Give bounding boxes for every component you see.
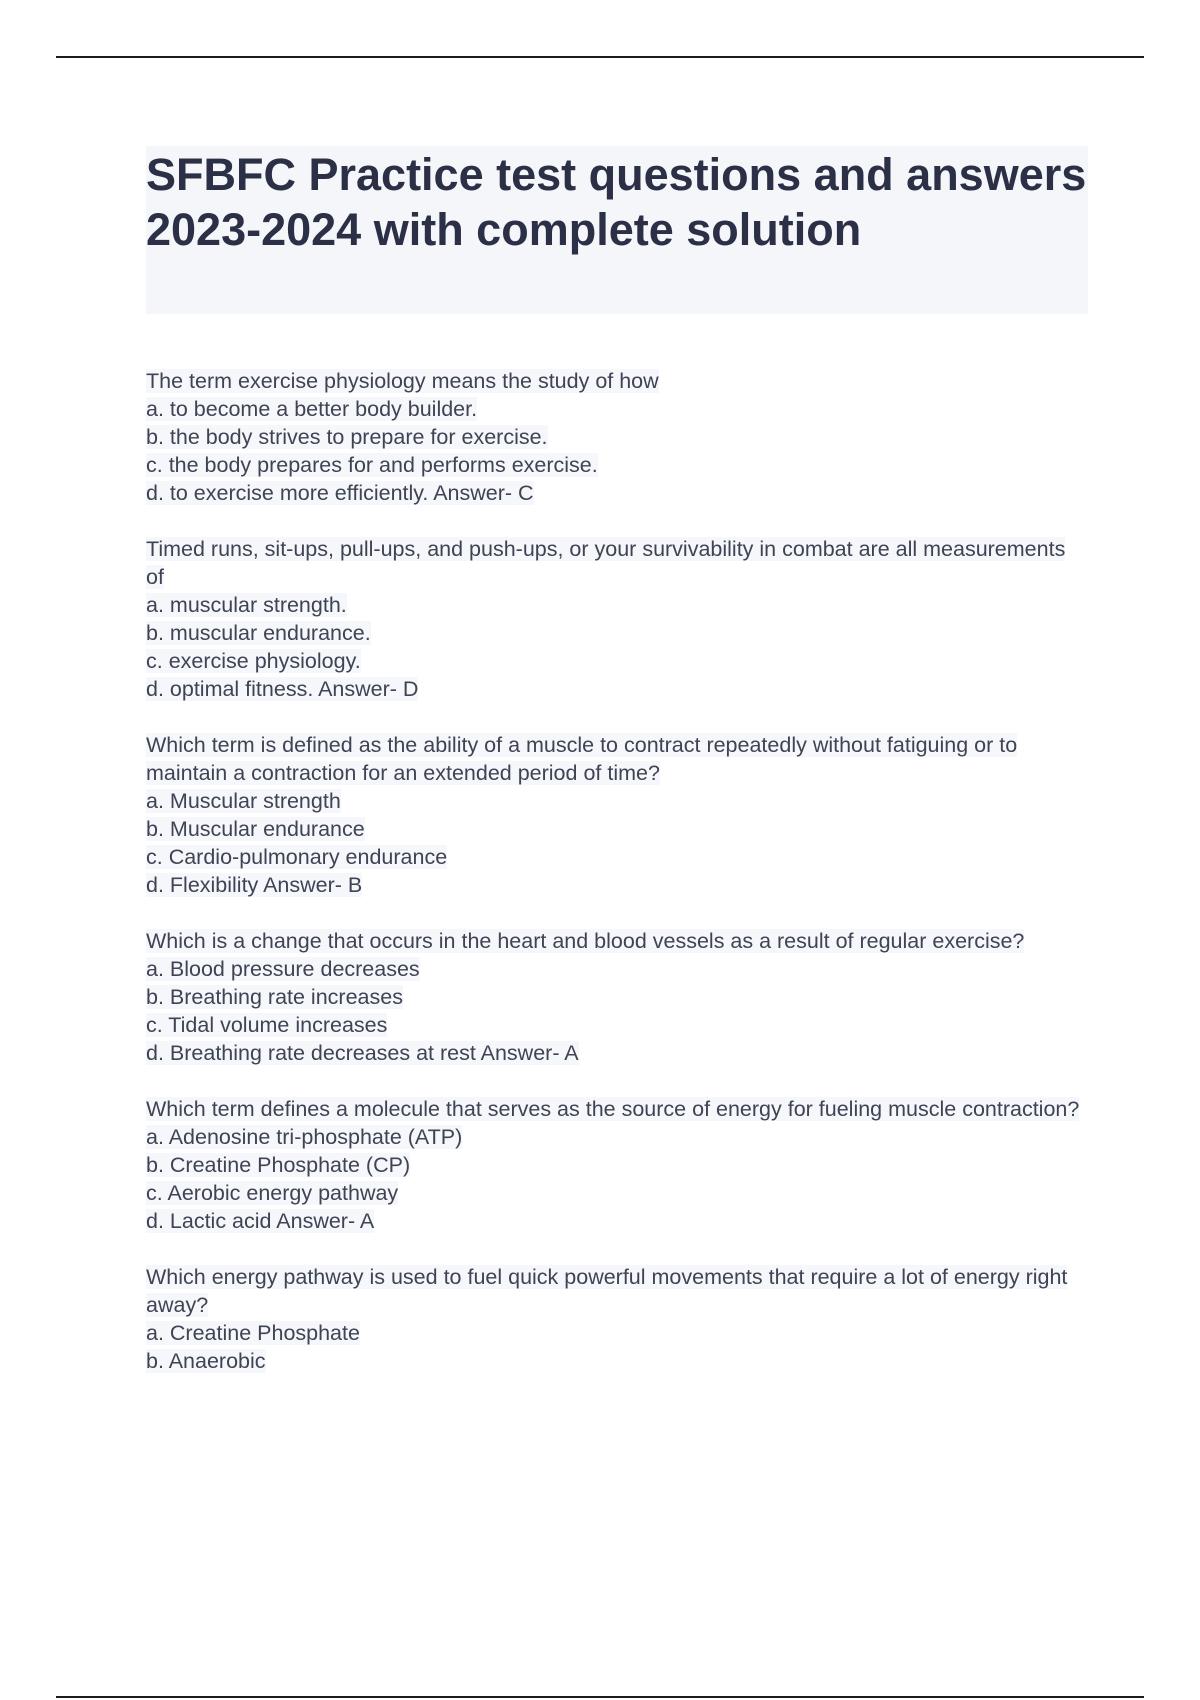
question-6 xyxy=(146,1263,1086,1375)
answer-option: d. Lactic acid Answer- A xyxy=(146,1209,375,1233)
answer-option: d. to exercise more efficiently. Answer- C xyxy=(146,481,534,505)
answer-option: c. Tidal volume increases xyxy=(146,1013,388,1037)
answer-option: b. Muscular endurance xyxy=(146,817,365,841)
answer-option: a. Creatine Phosphate xyxy=(146,1321,360,1345)
answer-option: c. exercise physiology. xyxy=(146,649,361,673)
question-stem: The term exercise physiology means the study of how xyxy=(146,369,659,393)
answer-option: c. Aerobic energy pathway xyxy=(146,1181,399,1205)
answer-option: a. Adenosine tri-phosphate (ATP) xyxy=(146,1125,463,1149)
answer-option: c. Cardio-pulmonary endurance xyxy=(146,845,448,869)
answer-option: a. muscular strength. xyxy=(146,593,347,617)
answer-option: b. Anaerobic xyxy=(146,1349,266,1373)
answer-option: a. Blood pressure decreases xyxy=(146,957,420,981)
question-list xyxy=(146,367,1086,1403)
answer-option: d. optimal fitness. Answer- D xyxy=(146,677,419,701)
answer-option: c. the body prepares for and performs exercise. xyxy=(146,453,598,477)
answer-option: d. Breathing rate decreases at rest Answer- A xyxy=(146,1041,579,1065)
document-title: SFBFC Practice test questions and answers 2023-2024 with complete solution xyxy=(146,149,1087,255)
answer-option: b. muscular endurance. xyxy=(146,621,371,645)
question-stem: Which term defines a molecule that serves as the source of energy for fueling muscle contraction? xyxy=(146,1097,1080,1121)
answer-option: a. Muscular strength xyxy=(146,789,341,813)
question-4 xyxy=(146,927,1086,1067)
question-1 xyxy=(146,367,1086,507)
question-stem: Which term is defined as the ability of a muscle to contract repeatedly without fatiguing or to maintain a contraction for an extended period of time? xyxy=(146,733,1018,785)
answer-option: b. Creatine Phosphate (CP) xyxy=(146,1153,411,1177)
answer-option: b. Breathing rate increases xyxy=(146,985,403,1009)
footer-rule xyxy=(56,1696,1144,1698)
question-stem: Which energy pathway is used to fuel quick powerful movements that require a lot of energy right away? xyxy=(146,1265,1068,1317)
title-block xyxy=(146,146,1088,314)
question-3 xyxy=(146,731,1086,899)
question-2 xyxy=(146,535,1086,703)
question-5 xyxy=(146,1095,1086,1235)
answer-option: a. to become a better body builder. xyxy=(146,397,478,421)
question-stem: Which is a change that occurs in the heart and blood vessels as a result of regular exercise? xyxy=(146,929,1025,953)
answer-option: b. the body strives to prepare for exercise. xyxy=(146,425,548,449)
answer-option: d. Flexibility Answer- B xyxy=(146,873,363,897)
question-stem: Timed runs, sit-ups, pull-ups, and push-ups, or your survivability in combat are all measurements of xyxy=(146,537,1066,589)
header-rule xyxy=(56,56,1144,58)
